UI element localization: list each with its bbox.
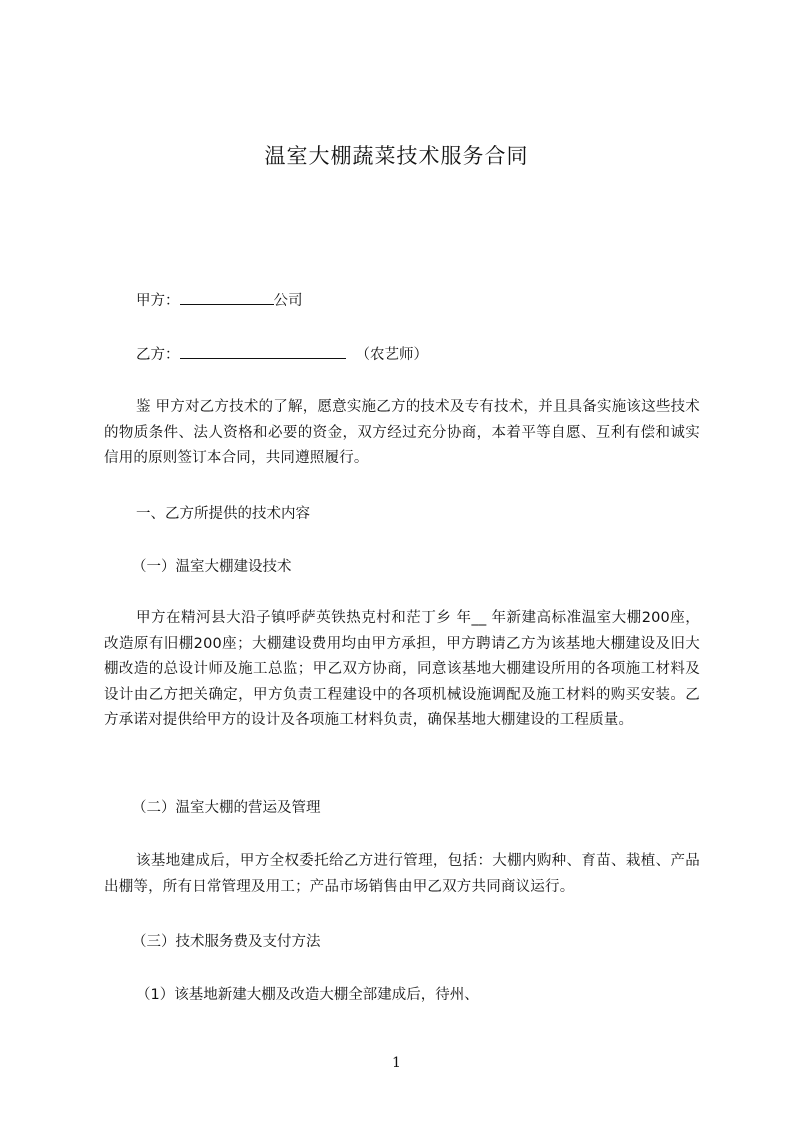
- subsection-heading-3: （三）技术服务费及支付方法: [132, 934, 321, 950]
- party-b-suffix: （农艺师）: [355, 347, 428, 363]
- party-b-line: [136, 343, 428, 366]
- party-a-line: [136, 289, 303, 312]
- party-a-label: 甲方：: [136, 293, 180, 309]
- paragraph-greenhouse-construction: 甲方在精河县大沿子镇呼萨英铁热克村和茫丁乡 年__ 年新建高标准温室大棚200座，改造原有旧棚200座；大棚建设费用均由甲方承担，甲方聘请乙方为该基地大棚建设及旧大棚改造的总设计师及施工总监；甲乙双方协商，同意该基地大棚建设所用的各项施工材料及设计由乙方把关确定，甲方负责工程建设中的各项机械设施调配及施工材料的购买安装。乙方承诺对提供给甲方的设计及各项施工材料负责，确保基地大棚建设的工程质量。: [104, 610, 700, 729]
- page-number: 1: [392, 1055, 401, 1071]
- section-heading-1: 一、乙方所提供的技术内容: [136, 506, 310, 522]
- party-b-label: 乙方：: [136, 347, 180, 363]
- subsection-heading-2: （二）温室大棚的营运及管理: [132, 800, 321, 816]
- paragraph-operation-management: 该基地建成后，甲方全权委托给乙方进行管理，包括：大棚内购种、育苗、栽植、产品出棚等，所有日常管理及用工；产品市场销售由甲乙双方共同商议运行。: [104, 853, 700, 895]
- document-title: 温室大棚蔬菜技术服务合同: [264, 144, 529, 168]
- subsection-heading-1: （一）温室大棚建设技术: [132, 559, 292, 575]
- list-item-1: （1）该基地新建大棚及改造大棚全部建成后，待州、: [136, 987, 479, 1003]
- preamble-paragraph: 鉴 甲方对乙方技术的了解，愿意实施乙方的技术及专有技术，并且具备实施该这些技术的物质条件、法人资格和必要的资金，双方经过充分协商，本着平等自愿、互利有偿和诚实信用的原则签订本合同，共同遵照履行。: [104, 399, 700, 467]
- party-a-suffix: 公司: [273, 293, 303, 309]
- party-a-blank: [180, 289, 274, 305]
- party-b-blank: [180, 343, 346, 359]
